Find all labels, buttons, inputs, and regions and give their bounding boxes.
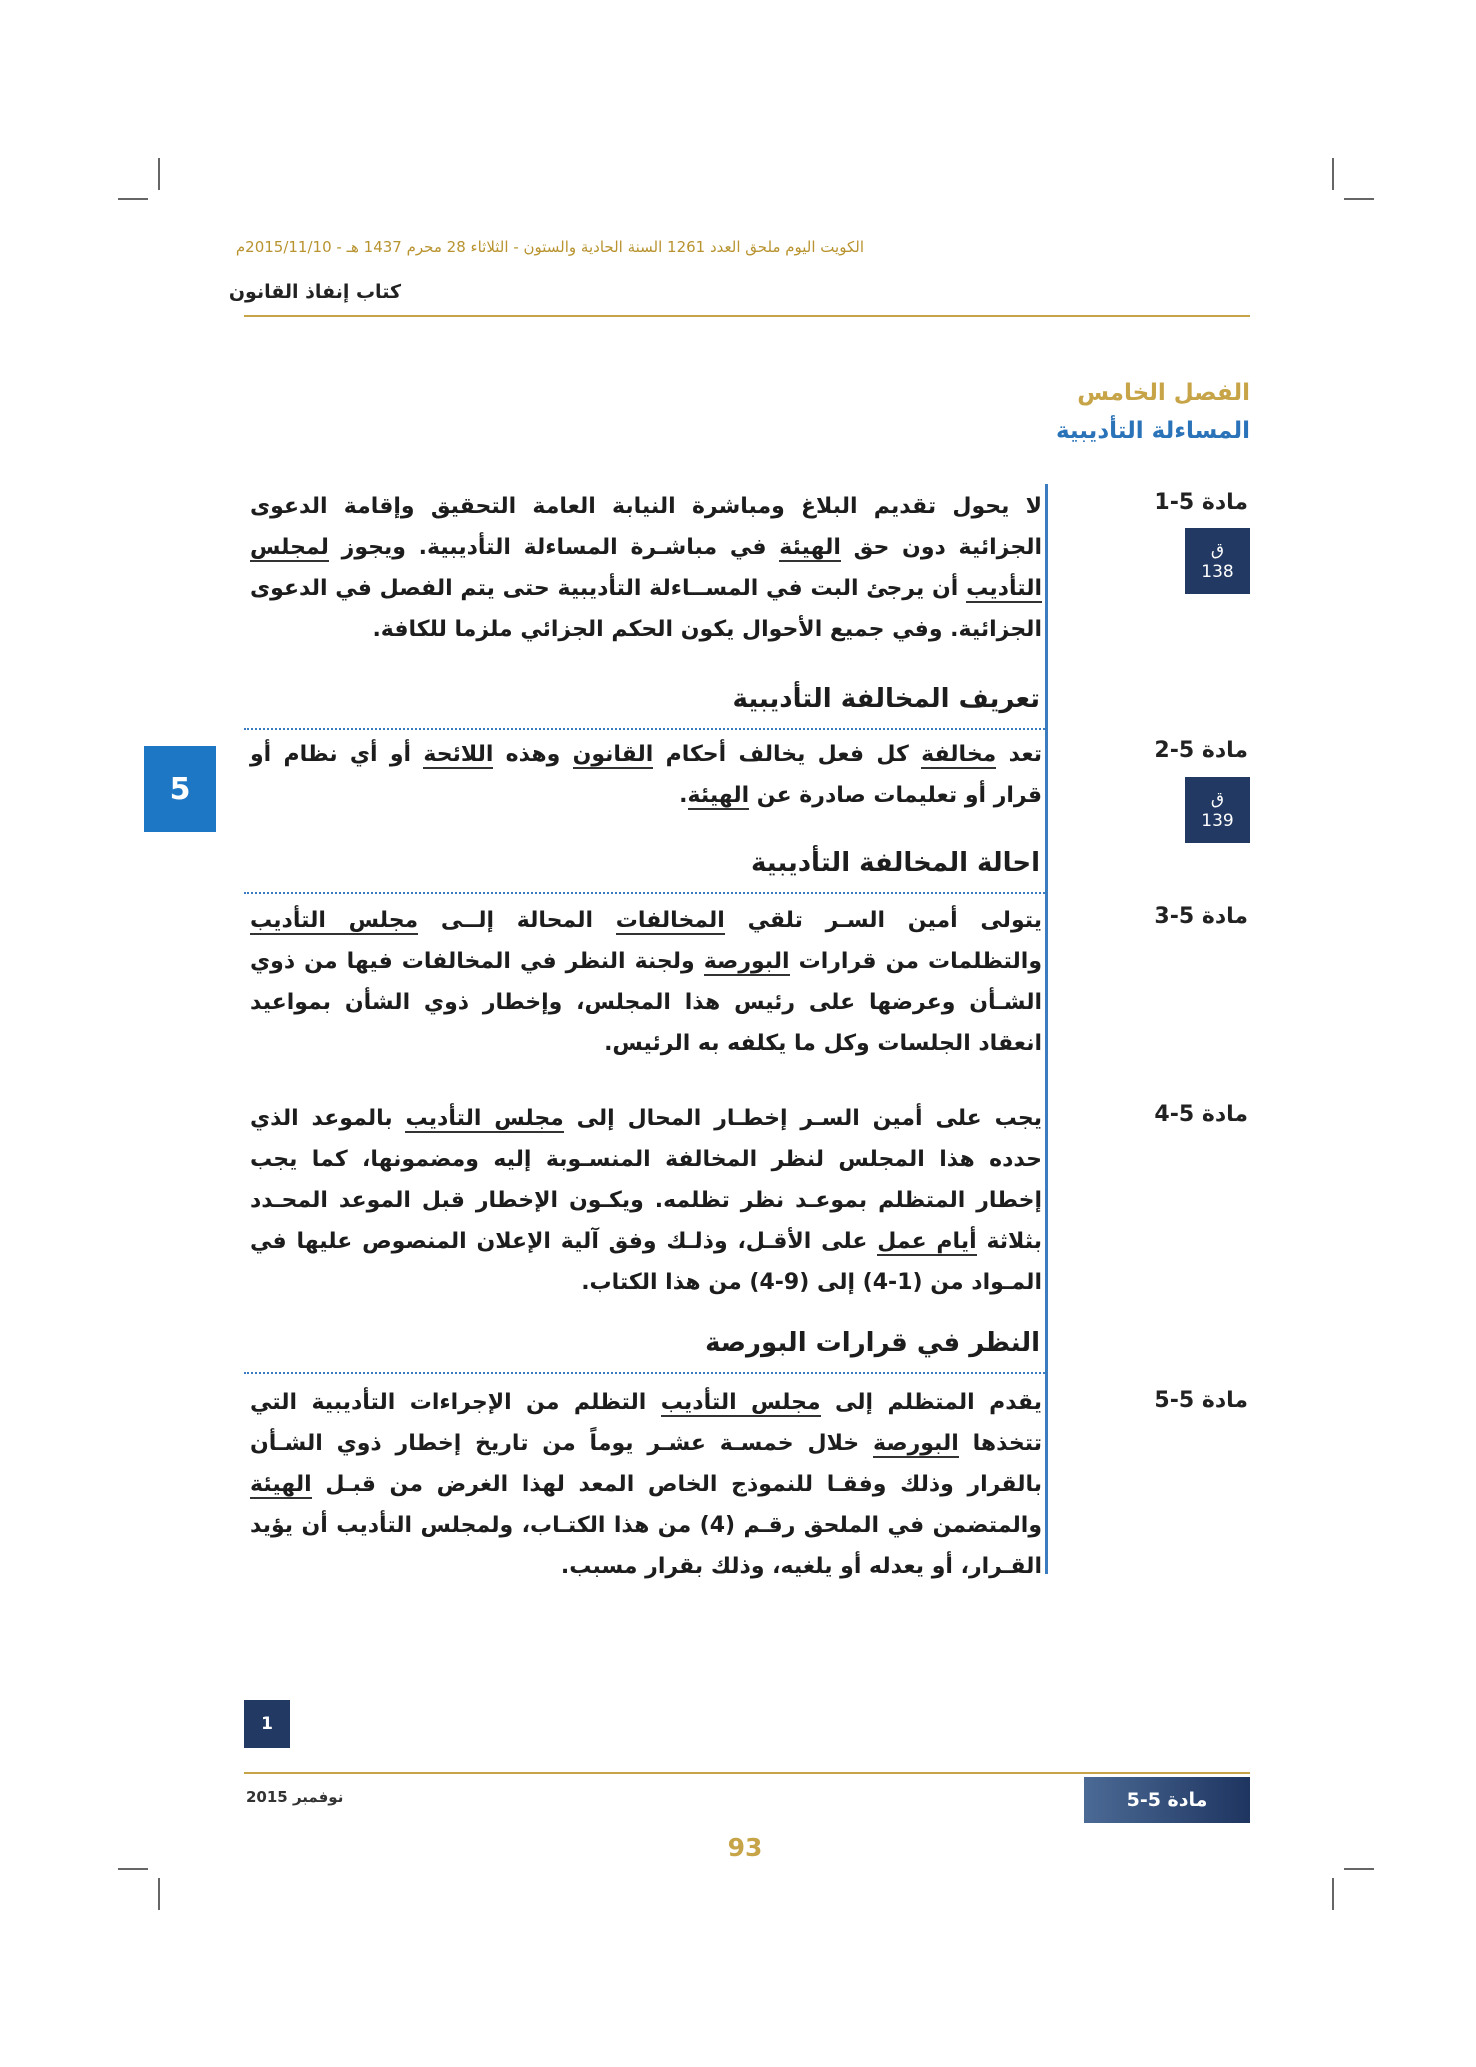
- crop-mark: [158, 158, 160, 190]
- chapter-title: المساءلة التأديبية: [1055, 418, 1250, 444]
- text-run: أو أي نظام أو قرار أو تعليمات صادرة عن: [250, 742, 1042, 808]
- defined-term[interactable]: مخالفة: [921, 742, 997, 767]
- section-heading: النظر في قرارات البورصة: [705, 1328, 1040, 1358]
- law-reference-box: [1185, 528, 1250, 594]
- crop-mark: [118, 1868, 148, 1870]
- text-run: أن يرجئ البت في المســاءلة التأديبية حتى يتم الفصل في الدعوى الجزائية. وفي جميع الأحوال يكون الحكم الجزائي ملزما للكافة.: [250, 576, 1042, 642]
- defined-term[interactable]: المخالفات: [615, 908, 725, 933]
- text-run: .: [679, 783, 688, 808]
- defined-term[interactable]: اللائحة: [423, 742, 494, 767]
- article-label: مادة 5-3: [1154, 904, 1248, 929]
- article-text: [250, 1382, 1042, 1587]
- defined-term[interactable]: أيام عمل: [877, 1229, 977, 1254]
- footer-date: نوفمبر 2015: [246, 1788, 344, 1806]
- defined-term[interactable]: البورصة: [872, 1431, 959, 1456]
- text-run: في مباشـرة المساءلة التأديبية. ويجوز: [328, 535, 780, 560]
- page-number: 93: [727, 1833, 763, 1862]
- text-run: لا يحول تقديم البلاغ ومباشرة النيابة العامة التحقيق وإقامة الدعوى الجزائية دون حق: [250, 494, 1043, 560]
- text-run: يجب على أمين السـر إخطـار المحال إلى: [563, 1106, 1042, 1131]
- defined-term[interactable]: البورصة: [703, 949, 790, 974]
- chapter-tab: 5: [144, 746, 216, 832]
- article-text: [250, 900, 1042, 1064]
- crop-mark: [1344, 198, 1374, 200]
- law-reference-letter: ق: [1210, 789, 1225, 809]
- text-run: كل فعل يخالف أحكام: [653, 742, 922, 767]
- section-heading: احالة المخالفة التأديبية: [750, 848, 1040, 878]
- text-run: ولجنة النظر في المخالفات فيها من ذوي الشـأن وعرضها على رئيس هذا المجلس، وإخطار ذوي الشأن بمواعيد انعقاد الجلسات وكل ما يكلفه به الرئيس.: [250, 949, 1042, 1056]
- defined-term[interactable]: الهيئة: [687, 783, 750, 808]
- article-label: مادة 5-5: [1154, 1388, 1248, 1413]
- crop-mark: [1332, 158, 1334, 190]
- text-run: والمتضمن في الملحق رقـم (4) من هذا الكتـاب، ولمجلس التأديب أن يؤيد القـرار، أو يعدله أو يلغيه، وذلك بقرار مسبب.: [250, 1513, 1042, 1579]
- heading-divider: [244, 1372, 1045, 1374]
- text-run: على الأقـل، وذلـك وفق آلية الإعلان المنصوص عليها في المـواد من (1-4) إلى (9-4) من هذا الكتاب.: [250, 1229, 1042, 1295]
- chapter-number: الفصل الخامس: [1077, 380, 1250, 406]
- book-title: كتاب إنفاذ القانون: [228, 281, 401, 303]
- law-reference-letter: ق: [1210, 540, 1225, 560]
- article-label: مادة 5-1: [1154, 490, 1248, 515]
- law-reference-number: 139: [1201, 811, 1234, 831]
- heading-divider: [244, 892, 1045, 894]
- text-run: وهذه: [493, 742, 573, 767]
- header-divider: [244, 315, 1250, 317]
- text-run: بالموعد الذي حدده هذا المجلس لنظر المخالفة المنسـوبة إليه ومضمونها، كما يجب إخطار المتظلم بموعـد نظر تظلمه. ويكـون الإخطار قبل الموعد المحـدد بثلاثة: [250, 1106, 1042, 1254]
- defined-term[interactable]: الهيئة: [779, 535, 841, 560]
- text-run: المحالة إلــى: [418, 908, 616, 933]
- article-label: مادة 5-4: [1154, 1102, 1248, 1127]
- text-run: يتولى أمين السـر تلقي: [724, 908, 1042, 933]
- law-reference-number: 138: [1201, 562, 1234, 582]
- defined-term[interactable]: الهيئة: [250, 1472, 312, 1497]
- crop-mark: [1332, 1878, 1334, 1910]
- article-text: [250, 734, 1042, 816]
- article-text: [250, 486, 1042, 650]
- crop-mark: [158, 1878, 160, 1910]
- section-heading: تعريف المخالفة التأديبية: [732, 684, 1040, 714]
- defined-term[interactable]: القانون: [572, 742, 654, 767]
- article-label: مادة 5-2: [1154, 738, 1248, 763]
- content-margin-line: [1045, 484, 1048, 1574]
- defined-term[interactable]: مجلس التأديب: [405, 1106, 564, 1131]
- text-run: يقدم المتظلم إلى: [820, 1390, 1042, 1415]
- text-run: تعد: [996, 742, 1042, 767]
- text-run: والتظلمات من قرارات: [789, 949, 1042, 974]
- footer-divider: [244, 1772, 1250, 1774]
- text-run: خلال خمسـة عشـر يوماً من تاريخ إخطار ذوي الشـأن بالقرار وذلك وفقـا للنموذج الخاص المعد لهذا الغرض من قبـل: [250, 1431, 1042, 1497]
- law-reference-box: [1185, 777, 1250, 843]
- text-run: التظلم من الإجراءات التأديبية التي تتخذها: [250, 1390, 1042, 1456]
- gazette-header: الكويت اليوم ملحق العدد 1261 السنة الحادية والستون - الثلاثاء 28 محرم 1437 هـ - 2015/11/10م: [235, 238, 864, 256]
- defined-term[interactable]: لمجلس التأديب: [250, 535, 1042, 601]
- crop-mark: [1344, 1868, 1374, 1870]
- heading-divider: [244, 728, 1045, 730]
- crop-mark: [118, 198, 148, 200]
- defined-term[interactable]: مجلس التأديب: [250, 908, 419, 933]
- footer-article-tab[interactable]: مادة 5-5: [1084, 1777, 1250, 1823]
- bookmark-badge[interactable]: 1: [244, 1700, 290, 1748]
- article-text: [250, 1098, 1042, 1303]
- defined-term[interactable]: مجلس التأديب: [660, 1390, 821, 1415]
